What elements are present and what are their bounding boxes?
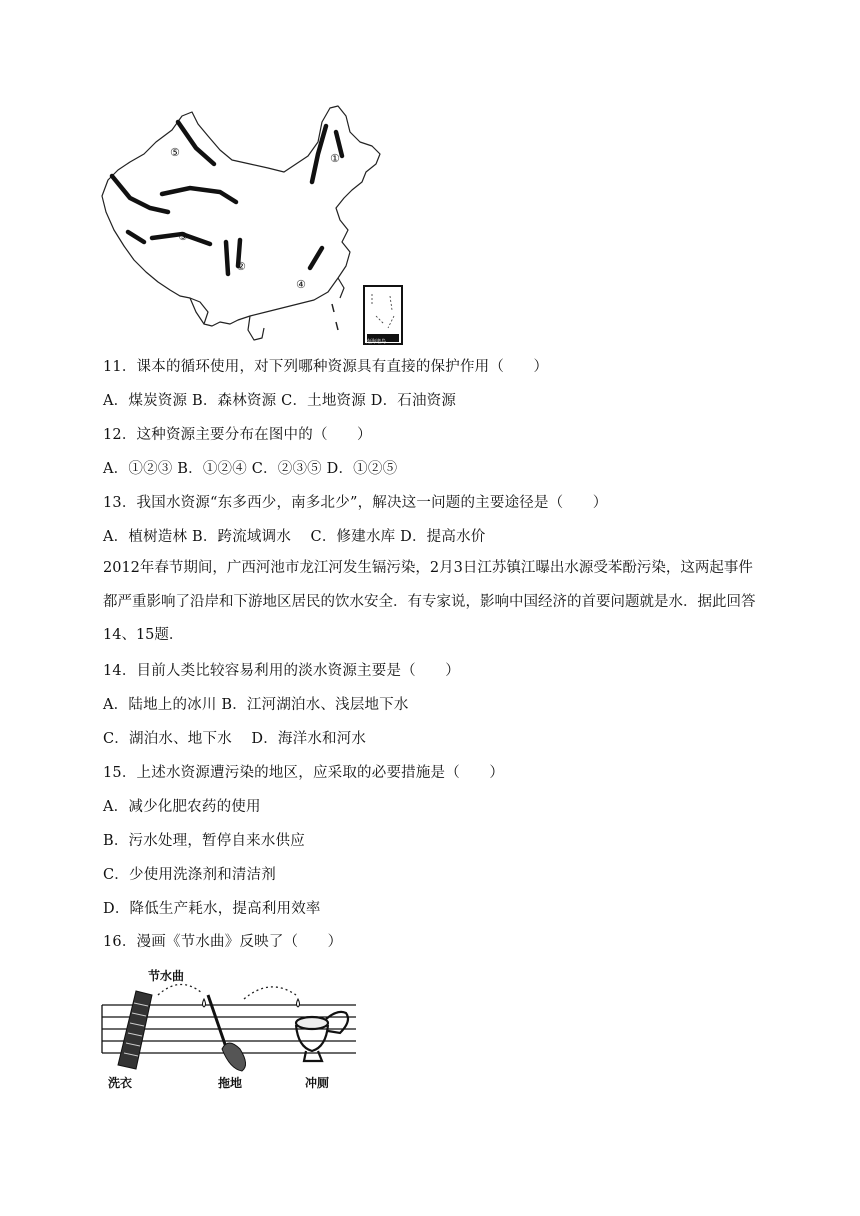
marker-3: ③ — [178, 230, 188, 243]
marker-5: ⑤ — [170, 146, 180, 159]
question-12-stem: 12．这种资源主要分布在图中的（ ） — [103, 427, 372, 443]
question-15-option-b: B．污水处理，暂停自来水供应 — [103, 833, 305, 849]
inset-label: 南海诸岛 — [366, 339, 387, 345]
question-13-stem: 13．我国水资源“东多西少，南多北少”，解决这一问题的主要途径是（ ） — [103, 495, 608, 511]
question-14-options-1: A．陆地上的冰川 B．江河湖泊水、浅层地下水 — [103, 697, 409, 713]
comic-caption-flush: 冲厕 — [305, 1076, 330, 1090]
question-15-option-a: A．减少化肥农药的使用 — [103, 799, 261, 815]
marker-1: ① — [330, 152, 340, 165]
marker-2: ② — [236, 260, 246, 273]
mop-icon — [208, 995, 246, 1071]
question-11-options: A．煤炭资源 B．森林资源 C．土地资源 D．石油资源 — [103, 393, 457, 409]
question-11-stem: 11．课本的循环使用，对下列哪种资源具有直接的保护作用（ ） — [103, 359, 549, 375]
question-14-stem: 14．目前人类比较容易利用的淡水资源主要是（ ） — [103, 663, 460, 679]
question-14-options-2: C．湖泊水、地下水 D．海洋水和河水 — [103, 731, 367, 747]
question-15-stem: 15．上述水资源遭污染的地区，应采取的必要措施是（ ） — [103, 765, 505, 781]
question-15-option-d: D．降低生产耗水，提高利用效率 — [103, 901, 321, 917]
comic-caption-mop: 拖地 — [218, 1076, 243, 1090]
comic-caption-wash: 洗衣 — [108, 1076, 133, 1090]
comic-title: 节水曲 — [148, 969, 185, 983]
water-saving-comic — [100, 965, 358, 1090]
south-china-sea-inset — [332, 286, 402, 344]
question-15-option-c: C．少使用洗涤剂和清洁剂 — [103, 867, 276, 883]
marker-4: ④ — [296, 278, 306, 291]
question-13-options: A．植树造林 B．跨流域调水 C．修建水库 D．提高水价 — [103, 529, 486, 545]
china-resource-map — [100, 102, 406, 348]
question-12-options: A．①②③ B．①②④ C．②③⑤ D．①②⑤ — [103, 461, 398, 477]
washboard-icon — [118, 991, 152, 1069]
question-16-stem: 16．漫画《节水曲》反映了（ ） — [103, 934, 343, 950]
reading-passage: 2012年春节期间，广西河池市龙江河发生镉污染，2月3日江苏镇江曝出水源受苯酚污染，这两起事件都严重影响了沿岸和下游地区居民的饮水安全．有专家说，影响中国经济的首要问题就是水．据此回答14、15题． — [103, 560, 756, 643]
